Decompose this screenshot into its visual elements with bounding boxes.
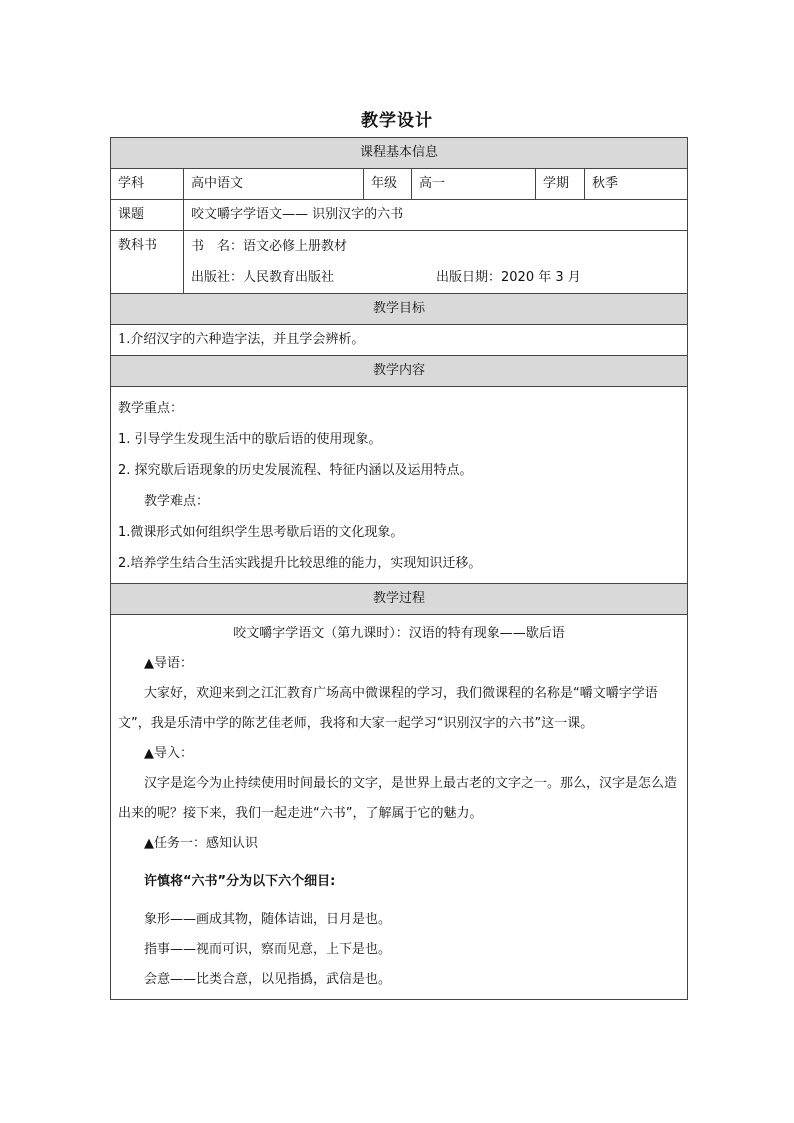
subject-value: 高中语文 bbox=[184, 169, 364, 200]
lead-in-label: ▲导入： bbox=[144, 746, 193, 761]
topic-value: 咬文嚼字学语文—— 识别汉字的六书 bbox=[184, 200, 688, 231]
six-books-item: 象形——画成其物，随体诘诎，日月是也。 bbox=[144, 912, 392, 927]
topic-label: 课题 bbox=[111, 200, 184, 231]
section-header-goals: 教学目标 bbox=[111, 294, 688, 325]
intro-label: ▲导语： bbox=[144, 656, 193, 671]
textbook-info bbox=[184, 231, 688, 294]
six-books-item: 指事——视而可识，察而见意，上下是也。 bbox=[144, 942, 392, 957]
grade-label: 年级 bbox=[364, 169, 412, 200]
section-header-process: 教学过程 bbox=[111, 584, 688, 615]
grade-value: 高一 bbox=[412, 169, 536, 200]
subject-label: 学科 bbox=[111, 169, 184, 200]
section-header-content: 教学内容 bbox=[111, 356, 688, 387]
lead-in-text: 汉字是迄今为止持续使用时间最长的文字，是世界上最古老的文字之一。那么，汉字是怎么造出来的呢？接下来，我们一起走进“六书”，了解属于它的魅力。 bbox=[118, 776, 678, 821]
difficulty-item: 2.培养学生结合生活实践提升比较思维的能力，实现知识迁移。 bbox=[118, 556, 482, 571]
publisher: 出版社：人民教育出版社 bbox=[191, 270, 335, 285]
six-books-intro: 许慎将“六书”分为以下六个细目: bbox=[144, 874, 336, 889]
publication-date: 出版日期：2020 年 3 月 bbox=[436, 270, 581, 285]
intro-text: 大家好，欢迎来到之江汇教育广场高中微课程的学习，我们微课程的名称是“嚼文嚼字学语文”，我是乐清中学的陈艺佳老师，我将和大家一起学习“识别汉字的六书”这一课。 bbox=[118, 686, 658, 731]
process-body bbox=[111, 615, 688, 1000]
term-value: 秋季 bbox=[585, 169, 688, 200]
six-books-item: 会意——比类合意，以见指撝，武信是也。 bbox=[144, 972, 392, 987]
task-label: ▲任务一：感知认识 bbox=[144, 836, 258, 851]
textbook-label: 教科书 bbox=[111, 231, 184, 294]
content-body bbox=[111, 387, 688, 584]
publisher-line bbox=[191, 262, 680, 293]
difficulty-item: 1.微课形式如何组织学生思考歇后语的文化现象。 bbox=[118, 525, 404, 540]
difficulty-label: 教学难点： bbox=[144, 494, 210, 509]
section-header-basic-info: 课程基本信息 bbox=[111, 138, 688, 169]
lesson-plan-table bbox=[110, 137, 688, 1000]
book-name: 书 名：语文必修上册教材 bbox=[191, 239, 348, 254]
key-point-item: 2. 探究歇后语现象的历史发展流程、特征内涵以及运用特点。 bbox=[118, 463, 473, 478]
key-point-item: 1. 引导学生发现生活中的歇后语的使用现象。 bbox=[118, 432, 382, 447]
goal-item: 1.介绍汉字的六种造字法，并且学会辨析。 bbox=[111, 325, 688, 356]
term-label: 学期 bbox=[536, 169, 585, 200]
key-points-label: 教学重点： bbox=[118, 401, 184, 416]
document-title: 教学设计 bbox=[361, 111, 433, 131]
lesson-title: 咬文嚼字学语文（第九课时）：汉语的特有现象——歇后语 bbox=[233, 626, 565, 641]
